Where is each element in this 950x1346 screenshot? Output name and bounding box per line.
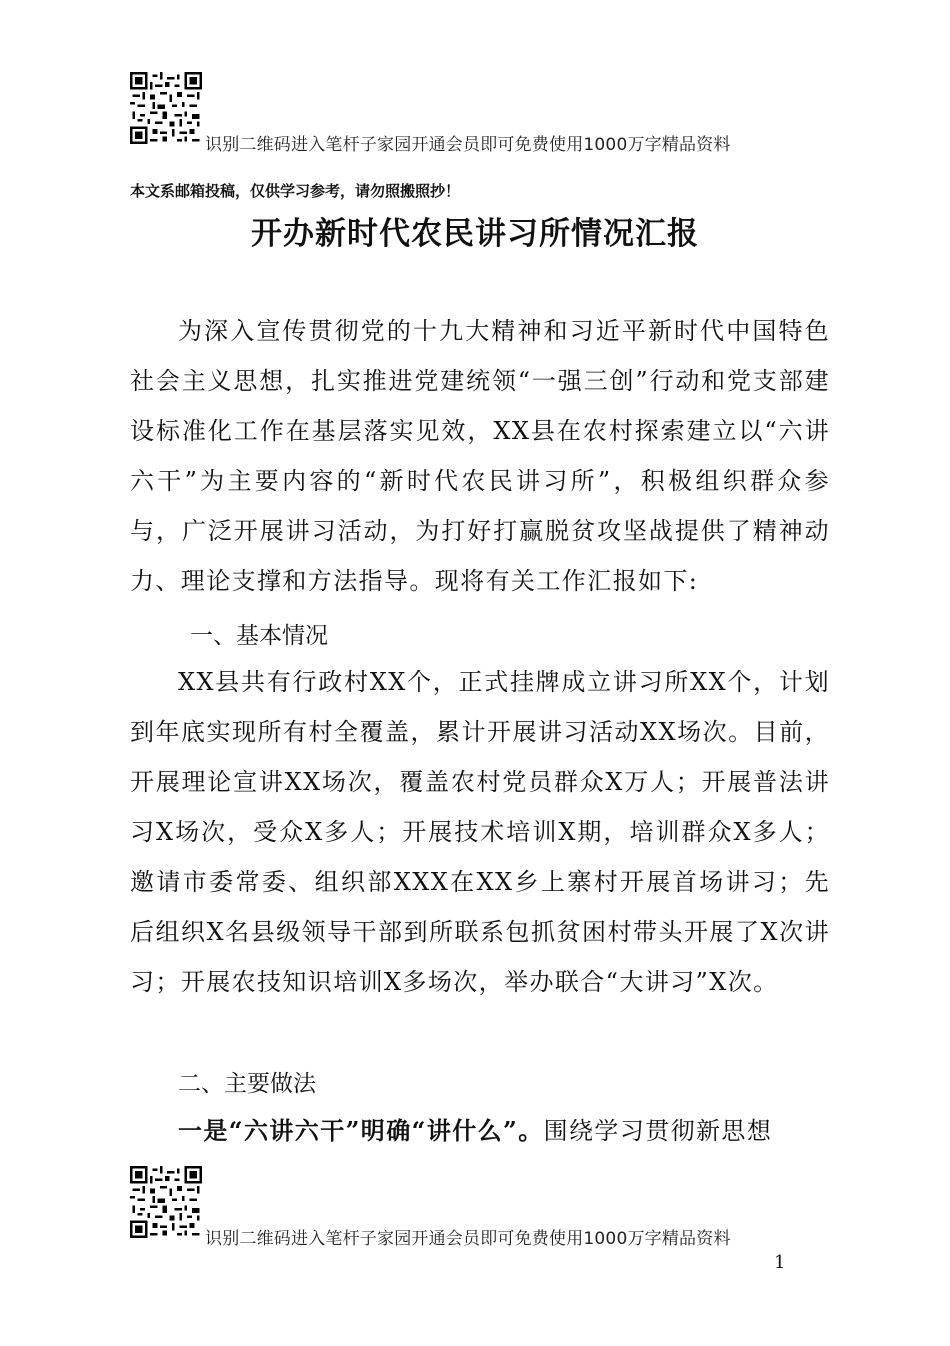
section-heading-methods: 二、主要做法 bbox=[178, 1071, 316, 1097]
promo-text-top: 识别二维码进入笔杆子家园开通会员即可免费使用1000万字精品资料 bbox=[205, 135, 731, 155]
promo-text-bottom: 识别二维码进入笔杆子家园开通会员即可免费使用1000万字精品资料 bbox=[205, 1229, 731, 1249]
section1-paragraph-text: XX县共有行政村XX个，正式挂牌成立讲习所XX个，计划到年底实现所有村全覆盖，累计开展讲习活动XX场次。目前，开展理论宣讲XX场次，覆盖农村党员群众X万人；开展普法讲习X场次，受众X多人；开展技术培训X期，培训群众X多人；邀请市委常委、组织部XXX在XX乡上寨村开展首场讲习；先后组织X名县级领导干部到所联系包抓贫困村带头开展了X次讲习；开展农技知识培训X多场次，举办联合“大讲习”X次。 bbox=[130, 668, 830, 996]
page-number: 1 bbox=[774, 1252, 786, 1273]
section2-paragraph-text: 围绕学习贯彻新思想 bbox=[543, 1117, 773, 1145]
submission-notice: 本文系邮箱投稿，仅供学习参考，请勿照搬照抄！ bbox=[130, 182, 461, 200]
qr-code-icon bbox=[130, 1166, 202, 1238]
section2-paragraph bbox=[130, 1106, 830, 1156]
section2-bold-lead: 一是“六讲六干”明确“讲什么”。 bbox=[178, 1116, 544, 1145]
section1-paragraph bbox=[130, 657, 830, 1007]
intro-paragraph bbox=[130, 306, 830, 606]
section-heading-basic: 一、基本情况 bbox=[190, 623, 328, 649]
qr-code-icon bbox=[130, 72, 202, 144]
intro-paragraph-text: 为深入宣传贯彻党的十九大精神和习近平新时代中国特色社会主义思想，扎实推进党建统领“一强三创”行动和党支部建设标准化工作在基层落实见效，XX县在农村探索建立以“六讲六干”为主要内容的“新时代农民讲习所”，积极组织群众参与，广泛开展讲习活动，为打好打赢脱贫攻坚战提供了精神动力、理论支撑和方法指导。现将有关工作汇报如下: bbox=[130, 317, 830, 595]
section2-paragraph-line bbox=[130, 1106, 830, 1156]
document-title: 开办新时代农民讲习所情况汇报 bbox=[251, 216, 699, 252]
